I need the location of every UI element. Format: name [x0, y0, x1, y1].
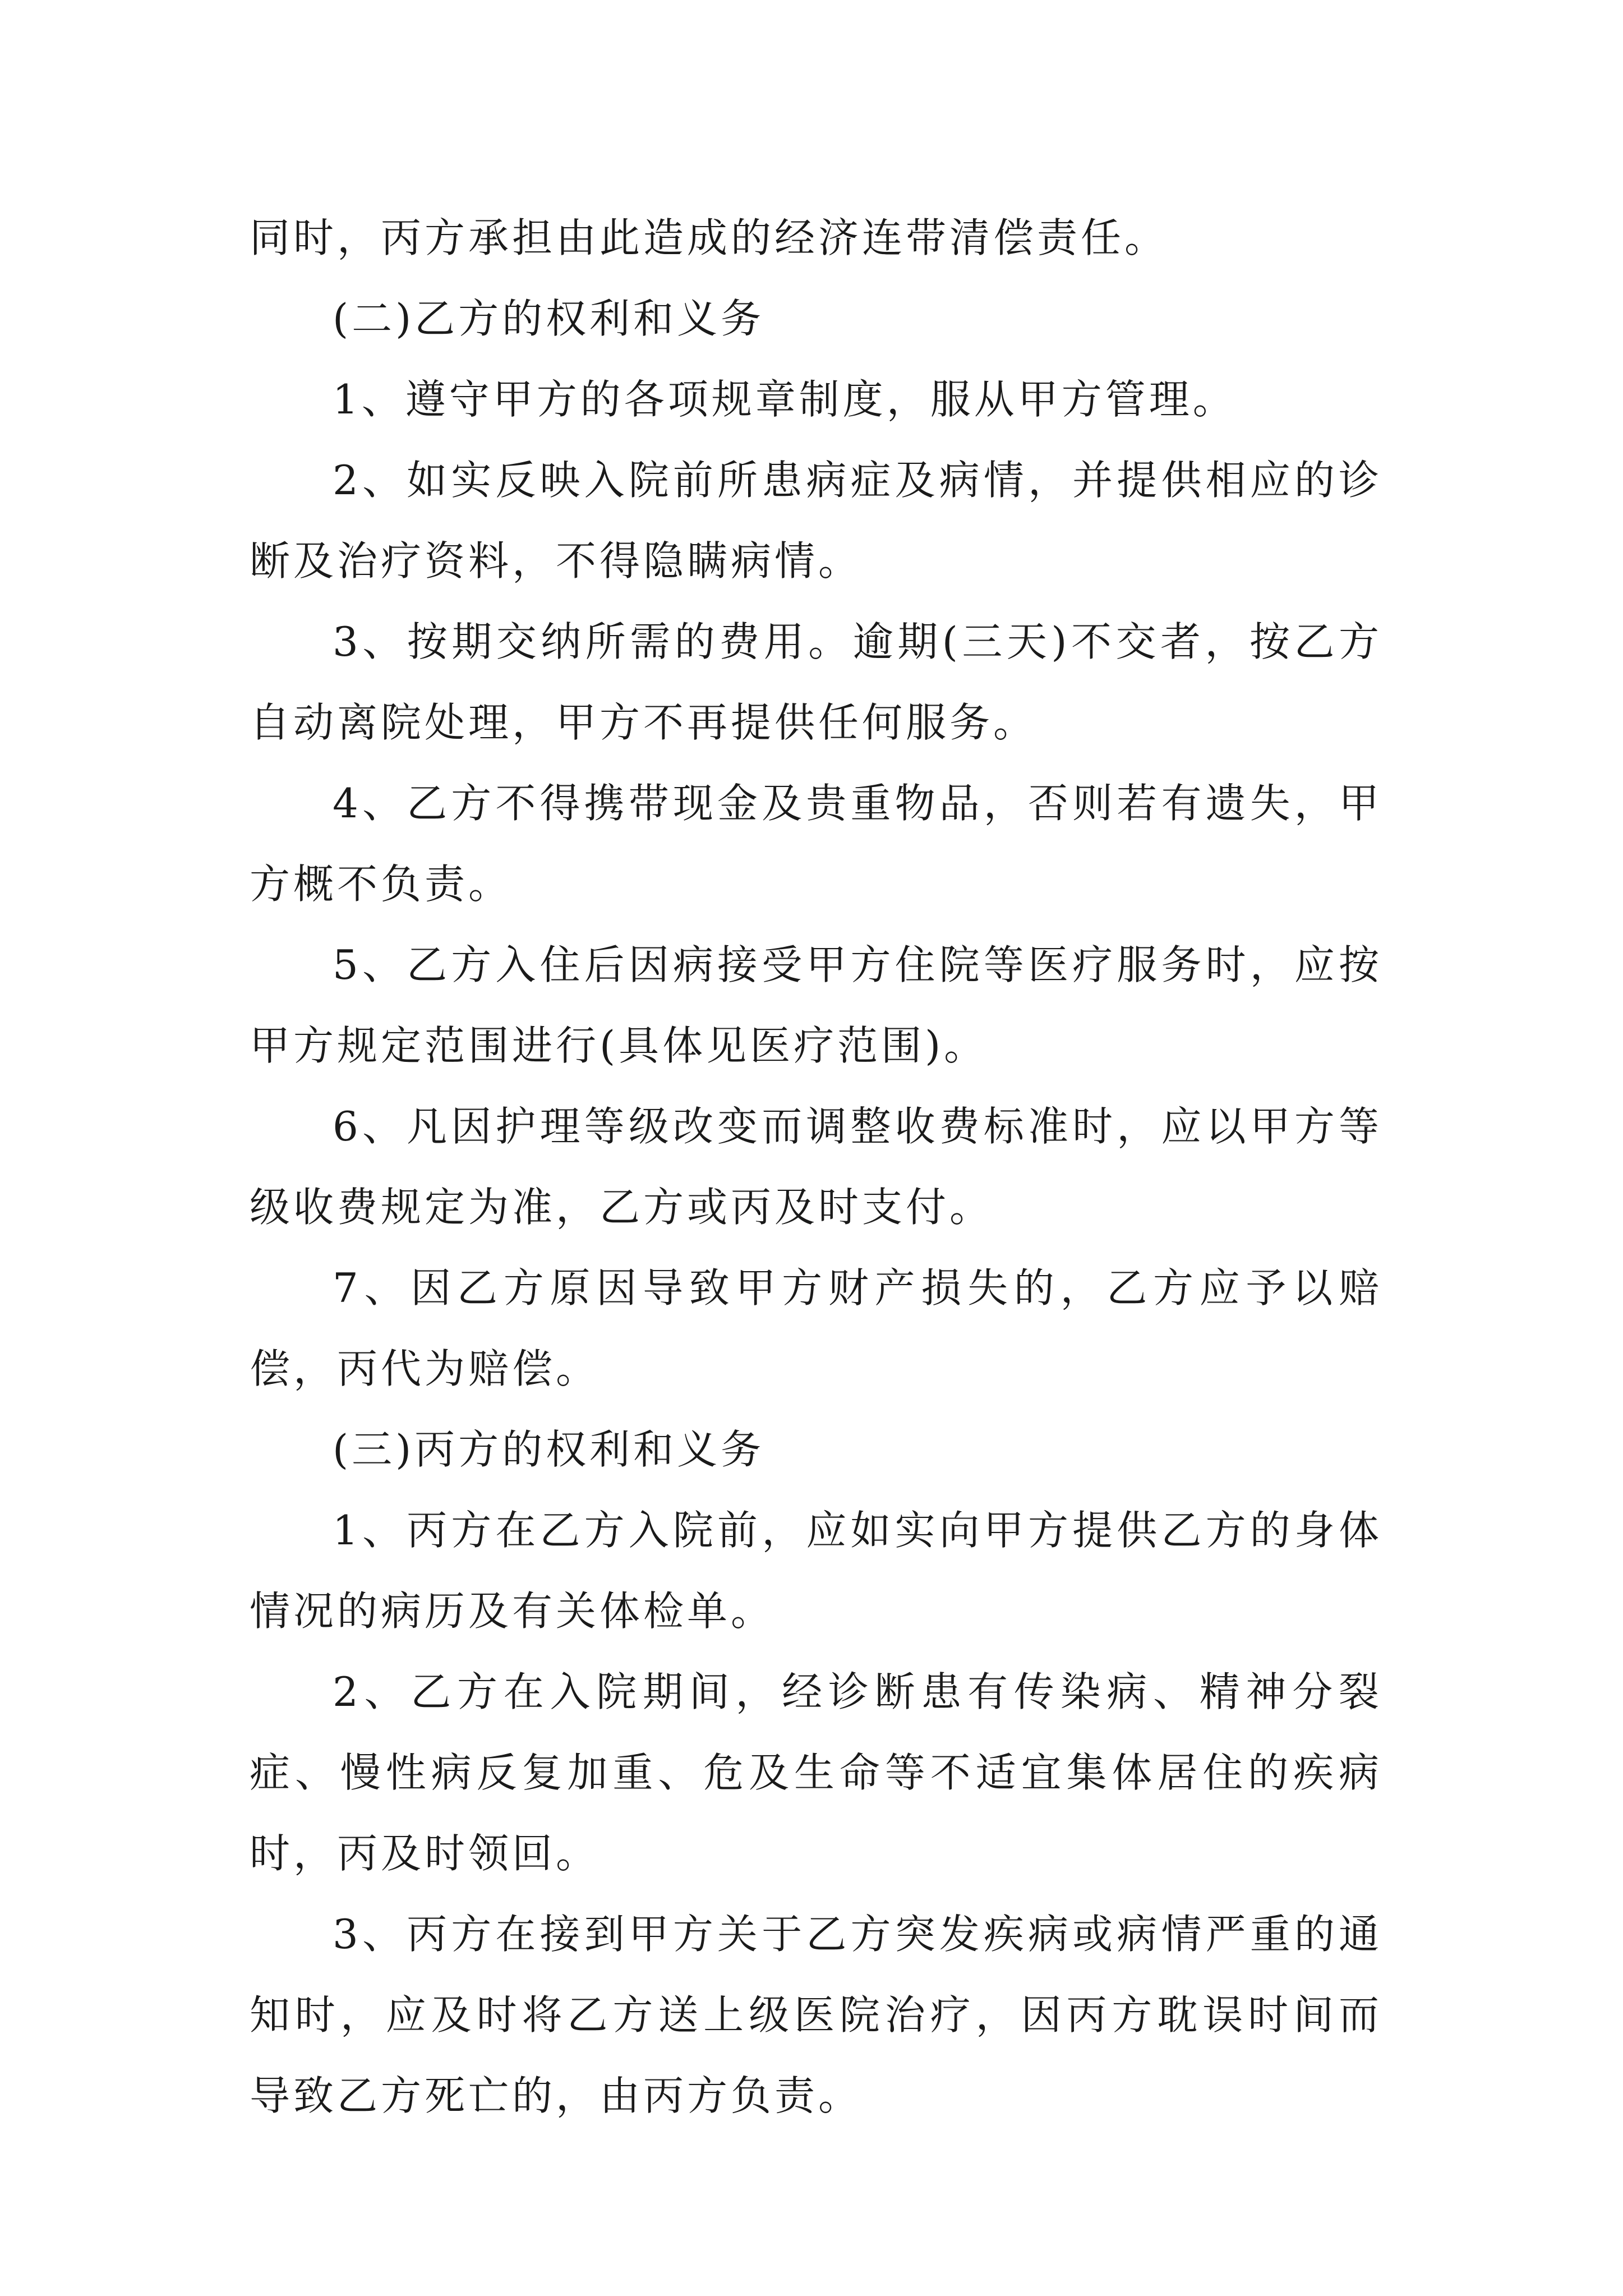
clause-c-2: 2、乙方在入院期间，经诊断患有传染病、精神分裂症、慢性病反复加重、危及生命等不适宜集体居住的疾病时，丙及时领回。 [250, 1668, 1382, 1877]
clause-c-3: 3、丙方在接到甲方关于乙方突发疾病或病情严重的通知时，应及时将乙方送上级医院治疗，因丙方耽误时间而导致乙方死亡的，由丙方负责。 [250, 1911, 1382, 2119]
clause-b-7: 7、因乙方原因导致甲方财产损失的，乙方应予以赔偿，丙代为赔偿。 [250, 1264, 1382, 1392]
paragraph-continuation: 同时，丙方承担由此造成的经济连带清偿责任。 [250, 214, 1169, 261]
clause-b-3: 3、按期交纳所需的费用。逾期(三天)不交者，按乙方自动离院处理，甲方不再提供任何服务。 [250, 618, 1382, 746]
clause-b-6: 6、凡因护理等级改变而调整收费标准时，应以甲方等级收费规定为准，乙方或丙及时支付。 [250, 1103, 1382, 1231]
clause-b-5: 5、乙方入住后因病接受甲方住院等医疗服务时，应按甲方规定范围进行(具体见医疗范围)。 [250, 941, 1382, 1069]
section-heading-party-b: (二)乙方的权利和义务 [333, 295, 765, 342]
clause-b-2: 2、如实反映入院前所患病症及病情，并提供相应的诊断及治疗资料，不得隐瞒病情。 [250, 457, 1382, 585]
section-heading-party-c: (三)丙方的权利和义务 [333, 1426, 765, 1473]
document-body [250, 197, 1382, 2136]
clause-b-1: 1、遵守甲方的各项规章制度，服从甲方管理。 [333, 376, 1237, 423]
clause-c-1: 1、丙方在乙方入院前，应如实向甲方提供乙方的身体情况的病历及有关体检单。 [250, 1507, 1382, 1635]
clause-b-4: 4、乙方不得携带现金及贵重物品，否则若有遗失，甲方概不负责。 [250, 780, 1382, 908]
